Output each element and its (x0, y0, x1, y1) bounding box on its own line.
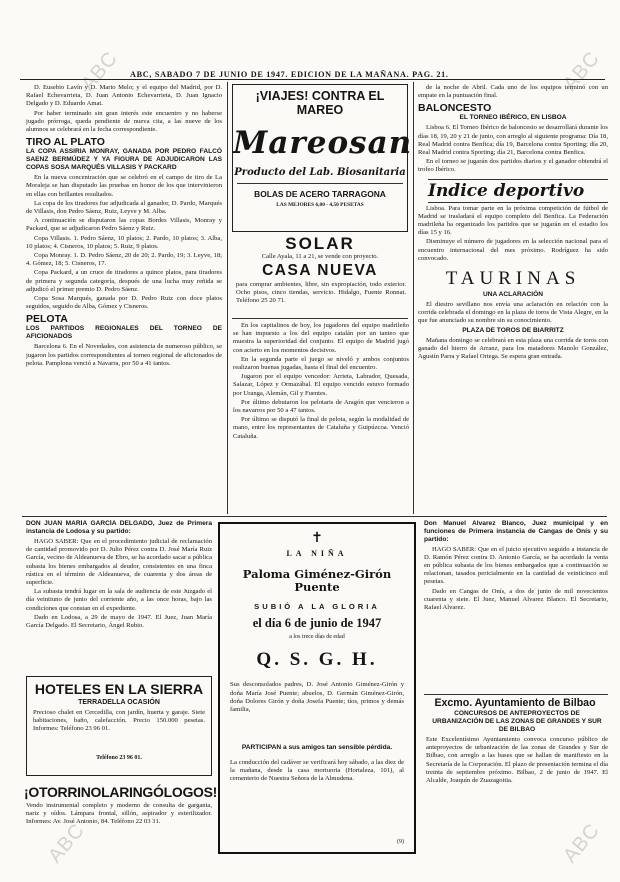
ad-solar-text: Calle Ayala, 11 a 21, se vende con proyecto. (261, 253, 379, 260)
section-heading-baloncesto: BALONCESTO (418, 102, 492, 115)
rip-initials: Q. S. G. H. (256, 649, 378, 671)
paragraph: Copa Sosa Marqués, ganada por D. Pedro Ruiz con doce platos seguidos, seguido de Alba, Gómez y Cisneros. (26, 295, 222, 311)
death-notice (218, 522, 416, 854)
deceased-name: Paloma Giménez-Girón Puente (242, 567, 392, 594)
paragraph: Copa Monray. 1. D. Pedro Sáenz, 20 de 20; 2. Pardo, 19; 3. Leyve, 18; 4. Gómez, 18; 5. Cisneros, 17. (26, 252, 222, 268)
paragraph: Lisboa. Para tomar parte en la próxima competición de fútbol de Madrid se trasladará el equipo completo del Benfica. La Federación madrileña ha organizado los partidos que se jugarán en el estadio los días 15 y 16. (418, 204, 608, 237)
death-notice-title: LA NIÑA (286, 549, 348, 558)
running-head: ABC, SABADO 7 DE JUNIO DE 1947. EDICION DE LA MAÑANA. PAG. 21. (130, 70, 449, 79)
paragraph: HAGO SABER: Que en el juicio ejecutivo seguido a instancia de D. Ramón Pérez contra D. Antonio García, se ha acordado la venta en pública subasta de los bienes embargados que a continuación se relacionan, tasados pericialmente en la cantidad de veinticinco mil pesetas. (424, 545, 608, 586)
ad-hoteles-text: Precioso chalet en Cercedilla, con jardín, huerta y garaje. Siete habitaciones, baño, calefacción. Precio 150.000 pesetas. Informes: Teléfono 23 96 01. (33, 709, 205, 733)
death-notice-body: Sus desconsolados padres, D. José Antonio Giménez-Girón y doña María José Puente; abuelos, D. Germán Giménez-Girón, doña Dolores Girón y doña Josefa Puente; tíos, primos y demás familia, (230, 681, 404, 714)
ad-otorrino-title: ¡OTORRINOLARINGÓLOGOS! (24, 784, 218, 800)
paragraph: D. Eusebio Lavín y D. Mario Melo; y el equipo del Madrid, por D. Rafael Echevarrieta, D. Juan Antonio Echevarrieta, D. Juan Ignacio Delgado y D. Eduardo Amat. (26, 84, 222, 108)
column-divider (413, 82, 414, 514)
watermark-bottom-left: ABC (44, 819, 90, 868)
paragraph: En los capitalinos de hoy, los jugadores del equipo madrileño se han impuesto a los del equipo catalán por un tanteo que muestra la superioridad del conjunto. El equipo de Madrid jugó con acierto en los momentos decisivos. (233, 322, 409, 354)
paragraph: El diestro sevillano nos envía una aclaración en relación con la corrida celebrada el domingo en la plaza de toros de Vista Alegre, en la que fue anunciado su nombre sin su conocimiento. (418, 301, 608, 325)
paragraph: Copa Villasis. 1. Pedro Sáenz, 10 platos; 2. Pardo, 10 platos; 3. Alba, 10 platos; 4. Cisneros, 10 platos; 5. Ruiz, 9 platos. (26, 234, 222, 250)
ad-hoteles-sub: TERRADELLA OCASIÓN (78, 699, 160, 706)
column-3 (418, 84, 608, 514)
ad-casa-text: para comprar ambientes, libre, sin expropiación, todo exterior. Ocho pisos, cinco tiendas, servicio. Hidalgo, Fuente Ronnat. Teléfono 25 20 71. (236, 281, 406, 305)
ad-title: ¡VIAJES! CONTRA EL MAREO (255, 89, 385, 117)
legal-notice-cangas (424, 520, 608, 690)
watermark-top-left: ABC (77, 47, 123, 96)
ad-mareosan (232, 84, 413, 232)
paragraph: Por haber terminado sin gran interés este encuentro y no haberse jugado prórroga, queda pendiente de nueva cita, a las nueve de los alumnos se celebrará en la fecha correspondiente. (26, 109, 222, 134)
paragraph: En la nueva concentración que se celebró en el campo de tiro de La Moraleja se han disputado las pruebas en honor de los que intervinieron en ellas con brillantes resultados. (26, 174, 222, 198)
ad-rule (232, 318, 408, 319)
ad-bolas-sub: LAS MEJORES 6,00 - 4,50 PESETAS (276, 202, 364, 208)
ad-casa-title: CASA NUEVA (262, 262, 378, 279)
death-notice-funeral: La conducción del cadáver se verificará hoy sábado, a las diez de la mañana, desde la casa mortuoria (Hortaleza, 101), al cementerio de Nuestra Señora de la Almudena. (230, 758, 404, 783)
paragraph: de la noche de Abril. Cada uno de los equipos terminó con un empate en la puntuación final. (418, 84, 608, 100)
paragraph: Por último se disputó la final de pelota, según la modalidad de mano, entre los representantes de Cataluña y Guipúzcoa. Venció Cataluña. (233, 416, 409, 440)
paragraph: Por último debutaron los pelotaris de Aragón que vencieron a los navarros por 50 a 47 tantos. (233, 398, 409, 415)
paragraph: La copa de los tiradores fue adjudicada al ganador, D. Pardo, Marqués de Villasis, don Pedro Sáenz, Ruiz, Leyve y M. Alba. (26, 199, 222, 216)
paragraph: Jugaron por el equipo vencedor: Arrieta, Labrador, Quesada, Salazar, López y Ormazábal. El equipo vencido estuvo formado por Uranga, Alemán, Gil y Fuentes. (233, 373, 409, 397)
paragraph: HAGO SABER: Que en el procedimiento judicial de reclamación de cantidad promovido por D. Julio Pérez contra D. José María Ruiz García, vecino de Aldeanueva de Ebro, se ha acordado sacar a pública subasta los bienes embargados al deudor, consistentes en una finca rústica en el término de Aldeanueva, de cuarenta y dos áreas de superficie. (26, 538, 212, 587)
header-rule (20, 79, 605, 80)
notice-heading: DON JUAN MARÍA GARCÍA DELGADO, Juez de Primera instancia de Lodosa y su partido: (26, 520, 212, 535)
watermark-bottom-right: ABC (559, 819, 605, 868)
cross-icon: ✝ (311, 531, 323, 546)
column-1 (26, 84, 222, 514)
paragraph: En el torneo se jugarán dos partidos diarios y el ganador obtendrá el trofeo Ibérico. (418, 158, 608, 174)
paragraph: Dado en Cangas de Onís, a dos de junio de mil novecientos cuarenta y siete. El Juez, Manuel Alvarez Blanco. El Secretario, Rafael Alvarez. (424, 587, 608, 612)
paragraph: Mañana domingo se celebrará en esta plaza una corrida de toros con ganado del hierro de Arranz, para los matadores Manolo González, Agustín Parra y Rafael Ortega. Se espera gran entrada. (418, 336, 608, 361)
watermark-top-right: ABC (559, 47, 605, 96)
paragraph: Barcelona 6. En el Novedades, con asistencia de numeroso público, se jugaron los partidos correspondientes al torneo regional de aficionados de pelota. Pamplona venció a Navarra, por 50 a 41 tantos. (26, 343, 222, 367)
death-notice-ref: (9) (397, 838, 404, 845)
section-subheading: PLAZA DE TOROS DE BIARRITZ (462, 326, 564, 334)
section-rule (424, 694, 608, 695)
death-notice-participan: PARTICIPAN a sus amigos tan sensible pérdida. (241, 744, 393, 752)
section-subheading: UNA ACLARACIÓN (483, 291, 543, 299)
column-divider (227, 82, 228, 514)
ad-divider (237, 183, 403, 184)
section-heading-tiro: TIRO AL PLATO (26, 136, 105, 149)
ad-hoteles-sierra (26, 676, 212, 776)
paragraph: Dado en Lodosa, a 29 de mayo de 1947. El Juez, Juan María García Delgado. El Secretario, Ángel Rubio. (26, 613, 212, 630)
column-2-text (233, 322, 409, 514)
section-rule (22, 516, 607, 517)
paragraph: La subasta tendrá lugar en la sala de audiencia de este Juzgado el día veintiuno de junio del corriente año, a las once horas, bajo las condiciones que constan en el expediente. (26, 588, 212, 612)
paragraph: Copa Packard, a un cruce de tiradores a quince platos, para tiradores de primera y segunda categoría, después de una lucha muy reñida se adjudicó el primer premio D. Pedro Sáenz. (26, 269, 222, 293)
paragraph: A continuación se disputaron las copas Bordes Villasis, Monray y Packard, que se adjudicaron Pedro Sáenz y Ruiz. (26, 217, 222, 233)
section-subheading: EL TORNEO IBÉRICO, EN LISBOA (459, 114, 567, 122)
section-subheading: LOS PARTIDOS REGIONALES DEL TORNEO DE AFICIONADOS (26, 325, 222, 341)
bilbao-subtitle: CONCURSOS DE ANTEPROYECTOS DE URBANIZACIÓN DE LAS ZONAS DE GRANDES Y SUR DE BILBAO (432, 710, 602, 734)
ad-brand: Mareosan (233, 125, 413, 161)
section-heading-pelota: PELOTA (26, 313, 68, 326)
indice-deportivo-title: Indice deportivo (428, 179, 608, 203)
paragraph: Lisboa 6. El Torneo Ibérico de baloncesto se desarrollará durante los días 18, 19, 20 y 21 de junio, con arreglo al siguiente programa: Día 18, Real Madrid contra Benfica; día 19, Barcelona contra Sporting; día 20, Real Madrid contra Sporting; día 21, Barcelona contra Benfica. (418, 124, 608, 157)
bilbao-text: Este Excelentísimo Ayuntamiento convoca concurso público de anteproyectos de urbanización de las zonas de Grandes y Sur de Bilbao, con arreglo a las bases que se hallan de manifiesto en la Secretaría de la Corporación. El plazo de presentación termina el día treinta de septiembre próximo. Bilbao, 2 de junio de 1947. El Alcalde, Joaquín de Zuazagoitia. (426, 736, 608, 785)
bilbao-title: Excmo. Ayuntamiento de Bilbao (434, 697, 596, 709)
ad-otorrino-text: Vendo instrumental completo y moderno de consulta de garganta, nariz y oídos. Lámpara frontal, sillón, aspirador y esterilizador. Informes: Av. José Antonio, 84. Teléfono 22 03 31. (26, 802, 212, 826)
death-notice-line: SUBIÓ A LA GLORIA (254, 602, 380, 611)
death-date: el día 6 de junio de 1947 (252, 616, 382, 630)
notice-heading: Don Manuel Alvarez Blanco, Juez municipal y en funciones de Primera instancia de Cangas de Onís y su partido: (424, 520, 608, 544)
legal-notice-lodosa (26, 520, 212, 670)
paragraph: En la segunda parte el juego se niveló y ambos conjuntos realizaron buenas jugadas, hasta el final del encuentro. (233, 355, 409, 372)
paragraph: Disminuye el número de jugadores en la selección nacional para el encuentro internacional del mes próximo. Rodríguez ha sido convocado. (418, 238, 608, 262)
ad-hoteles-phone: Teléfono 23 96 01. (96, 755, 142, 761)
taurinas-title: TAURINAS (445, 268, 581, 290)
ad-hoteles-title: HOTELES EN LA SIERRA (34, 681, 204, 697)
ad-tagline: Producto del Lab. Biosanitaria (234, 167, 406, 178)
section-subheading: LA COPA ASSIRIA MONRAY, GANADA POR PEDRO FALCÓ SAENZ BERMÚDEZ Y YA FIGURA DE ADJUDICARON LAS COPAS SOSA MARQUÉS VILLASIS Y PACKARD (26, 148, 222, 172)
ad-bolas-title: BOLAS DE ACERO TARRAGONA (254, 189, 386, 199)
death-age: a los trece días de edad (289, 634, 345, 640)
ad-solar-title: SOLAR (285, 234, 355, 253)
